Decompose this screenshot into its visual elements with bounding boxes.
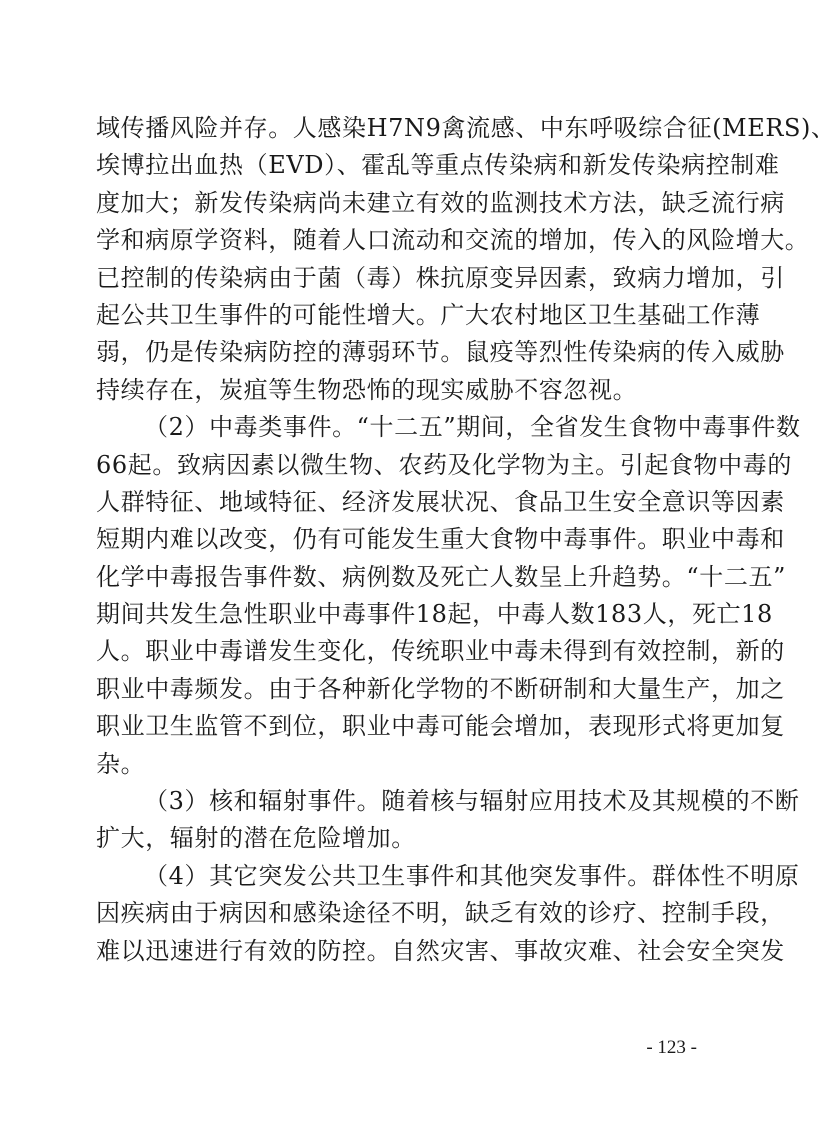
text-line: 人群特征、地域特征、经济发展状况、食品卫生安全意识等因素 [96, 487, 785, 516]
page-number: - 123 - [646, 1037, 697, 1058]
text-line: 弱，仍是传染病防控的薄弱环节。鼠疫等烈性传染病的传入威胁 [96, 338, 785, 367]
text-line: 职业中毒频发。由于各种新化学物的不断研制和大量生产，加之 [96, 674, 785, 703]
text-line: 度加大；新发传染病尚未建立有效的监测技术方法，缺乏流行病 [96, 188, 785, 217]
text-line: 杂。 [96, 749, 146, 778]
text-line: 埃博拉出血热（EVD）、霍乱等重点传染病和新发传染病控制难 [96, 151, 780, 180]
text-line: 持续存在，炭疽等生物恐怖的现实威胁不容忽视。 [96, 375, 638, 404]
text-line: 人。职业中毒谱发生变化，传统职业中毒未得到有效控制，新的 [96, 637, 785, 666]
text-line: 期间共发生急性职业中毒事件18起，中毒人数183人，死亡18 [96, 600, 773, 629]
text-line: 域传播风险并存。人感染H7N9禽流感、中东呼吸综合征(MERS)、 [96, 114, 836, 142]
text-line: 因疾病由于病因和感染途径不明，缺乏有效的诊疗、控制手段， [96, 899, 785, 928]
document-body [96, 110, 836, 970]
text-line: 起公共卫生事件的可能性增大。广大农村地区卫生基础工作薄 [96, 300, 761, 329]
text-line: 66起。致病因素以微生物、农药及化学物为主。引起食物中毒的 [96, 450, 792, 479]
text-line: 扩大，辐射的潜在危险增加。 [96, 824, 416, 853]
text-line: 短期内难以改变，仍有可能发生重大食物中毒事件。职业中毒和 [96, 525, 785, 554]
paragraph-start-line: （3）核和辐射事件。随着核与辐射应用技术及其规模的不断 [144, 787, 800, 816]
text-line: 职业卫生监管不到位，职业中毒可能会增加，表现形式将更加复 [96, 712, 785, 741]
text-line: 化学中毒报告事件数、病例数及死亡人数呈上升趋势。“十二五” [96, 562, 786, 591]
paragraph-start-line: （4）其它突发公共卫生事件和其他突发事件。群体性不明原 [144, 861, 800, 890]
paragraph-start-line: （2）中毒类事件。“十二五”期间，全省发生食物中毒事件数 [144, 413, 801, 442]
text-line: 难以迅速进行有效的防控。自然灾害、事故灾难、社会安全突发 [96, 936, 785, 965]
text-line: 学和病原学资料，随着人口流动和交流的增加，传入的风险增大。 [96, 226, 810, 255]
text-line: 已控制的传染病由于菌（毒）株抗原变异因素，致病力增加，引 [96, 263, 785, 292]
